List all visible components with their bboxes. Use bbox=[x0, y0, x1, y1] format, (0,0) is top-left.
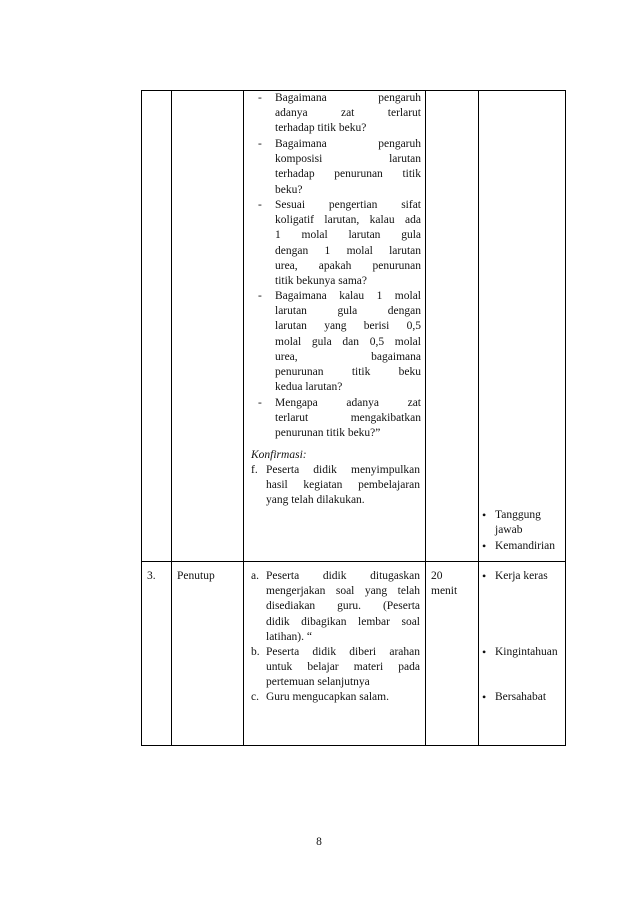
question-item: - Bagaimana pengaruh komposisi larutan terhadap penurunan titik beku? bbox=[258, 138, 421, 196]
konfirmasi-item: f. Peserta didik menyimpulkan hasil kegiatan pembelajaran yang telah dilakukan. bbox=[251, 464, 420, 507]
closing-item: b. Peserta didik diberi arahan untuk belajar materi pada pertemuan selanjutnya bbox=[251, 646, 420, 689]
character-item: • Kingintahuan bbox=[482, 645, 558, 659]
list-marker: b. bbox=[251, 646, 260, 658]
character-item: • Kerja keras bbox=[482, 569, 548, 583]
stage-label: Penutup bbox=[177, 570, 215, 582]
list-marker: f. bbox=[251, 464, 258, 476]
bullet-icon: • bbox=[482, 690, 487, 704]
question-item: - Sesuai pengertian sifat koligatif larutan, kalau ada 1 molal larutan gula dengan 1 molal larutan urea, apakah penurunan titik bekunya sama? bbox=[258, 199, 421, 288]
list-marker: a. bbox=[251, 570, 259, 582]
col-line-4 bbox=[425, 90, 426, 746]
closing-item: a. Peserta didik ditugaskan mengerjakan soal yang telah disediakan guru. (Peserta didik dibagikan lembar soal latihan). “ bbox=[251, 570, 420, 643]
character-item: • Bersahabat bbox=[482, 690, 547, 704]
time-allocation: 20 menit bbox=[431, 570, 458, 598]
table-bottom-border bbox=[141, 745, 565, 746]
question-item: - Bagaimana pengaruh adanya zat terlarut terhadap titik beku? bbox=[258, 92, 421, 135]
row-number: 3. bbox=[147, 570, 156, 582]
bullet-icon: • bbox=[482, 539, 487, 553]
col-line-3 bbox=[243, 90, 244, 746]
page-number: 8 bbox=[316, 836, 322, 848]
row-divider bbox=[141, 561, 565, 562]
list-marker: c. bbox=[251, 691, 259, 703]
konfirmasi-heading: Konfirmasi: bbox=[251, 449, 307, 461]
character-item: • Tanggung jawab bbox=[482, 508, 541, 537]
col-line-6 bbox=[565, 90, 566, 746]
bullet-icon: • bbox=[482, 569, 487, 583]
col-line-1 bbox=[141, 90, 142, 746]
closing-item: c. Guru mengucapkan salam. bbox=[251, 690, 420, 705]
bullet-icon: • bbox=[482, 508, 487, 522]
col-line-5 bbox=[478, 90, 479, 746]
character-item: • Kemandirian bbox=[482, 539, 556, 553]
bullet-icon: • bbox=[482, 645, 487, 659]
question-item: - Bagaimana kalau 1 molal larutan gula dengan larutan yang berisi 0,5 molal gula dan 0,5 molal urea, bagaimana penurunan titik beku kedua larutan? bbox=[258, 290, 421, 394]
question-item: - Mengapa adanya zat terlarut mengakibatkan penurunan titik beku?” bbox=[258, 397, 421, 440]
col-line-2 bbox=[171, 90, 172, 746]
